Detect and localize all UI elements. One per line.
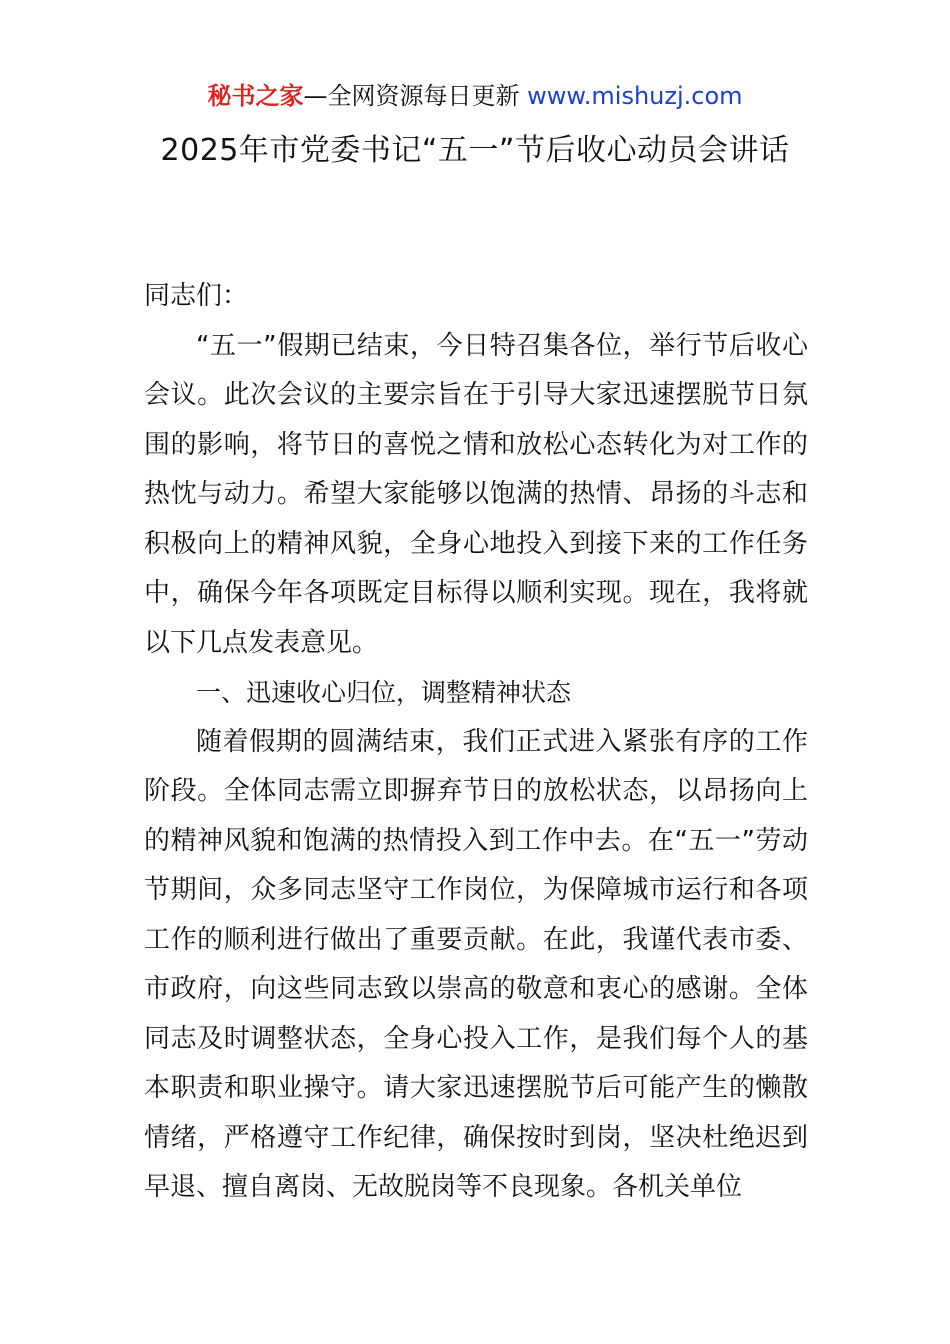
- site-header: [0, 80, 950, 112]
- brand-name: 秘书之家: [207, 82, 304, 110]
- intro-paragraph: “五一”假期已结束，今日特召集各位，举行节后收心会议。此次会议的主要宗旨在于引导大家迅速摆脱节日氛围的影响，将节日的喜悦之情和放松心态转化为对工作的热忱与动力。希望大家能够以饱满的热情、昂扬的斗志和积极向上的精神风貌，全身心地投入到接下来的工作任务中，确保今年各项既定目标得以顺利实现。现在，我将就以下几点发表意见。: [144, 330, 808, 658]
- salutation: 同志们：: [144, 281, 249, 311]
- document-body: [144, 272, 808, 1213]
- site-url-link[interactable]: www.mishuzj.com: [527, 82, 743, 110]
- document-title: 2025年市党委书记“五一”节后收心动员会讲话: [160, 133, 790, 168]
- site-tagline: —全网资源每日更新: [303, 82, 528, 110]
- section-heading: 一、迅速收心归位，调整精神状态: [196, 678, 572, 707]
- section-paragraph: 随着假期的圆满结束，我们正式进入紧张有序的工作阶段。全体同志需立即摒弃节日的放松状态，以昂扬向上的精神风貌和饱满的热情投入到工作中去。在“五一”劳动节期间，众多同志坚守工作岗位，为保障城市运行和各项工作的顺利进行做出了重要贡献。在此，我谨代表市委、市政府，向这些同志致以崇高的敬意和衷心的感谢。全体同志及时调整状态，全身心投入工作，是我们每个人的基本职责和职业操守。请大家迅速摆脱节后可能产生的懒散情绪，严格遵守工作纪律，确保按时到岗，坚决杜绝迟到早退、擅自离岗、无故脱岗等不良现象。各机关单位: [144, 726, 808, 1202]
